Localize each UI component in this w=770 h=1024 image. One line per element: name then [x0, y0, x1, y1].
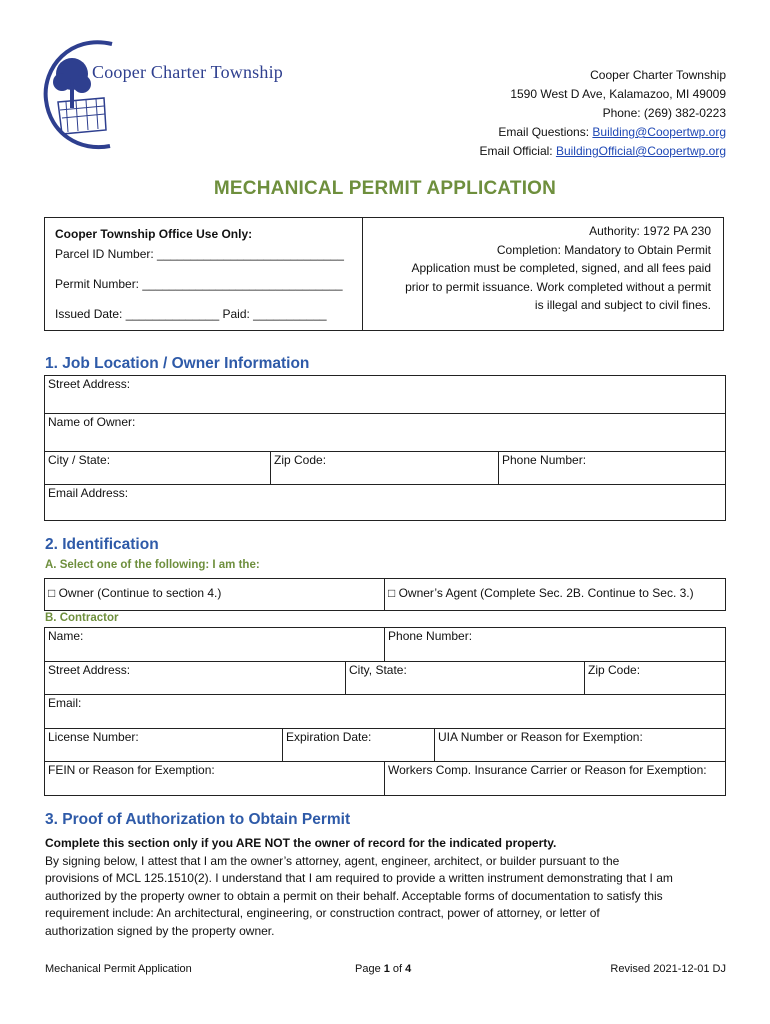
section3-line-5: authorization signed by the property owner. [45, 923, 275, 938]
township-logo [40, 38, 130, 153]
section3-bold-line: Complete this section only if you ARE NOT the owner of record for the indicated property. [45, 836, 557, 850]
contact-email-official [479, 142, 726, 161]
contractor-street[interactable]: Street Address: [45, 662, 346, 695]
section3-line-4: requirement include: An architectural, engineering, or construction contract, power of attorney, or letter of [45, 906, 600, 920]
contact-phone: Phone: (269) 382-0223 [602, 106, 726, 120]
section1-heading: 1. Job Location / Owner Information [45, 355, 310, 372]
contractor-city-state[interactable]: City, State: [346, 662, 585, 695]
agent-option-checkbox[interactable]: □ Owner’s Agent (Complete Sec. 2B. Continue to Sec. 3.) [385, 579, 726, 611]
contractor-phone[interactable]: Phone Number: [385, 628, 726, 662]
section3-line-3: authorized by the property owner to obtain a permit on their behalf. Acceptable forms of documentation to satisfy this [45, 888, 663, 903]
permit-number-field[interactable]: Permit Number: ______________________________ [55, 277, 343, 291]
authority-text: Authority: 1972 PA 230 [589, 224, 711, 238]
section1-table [44, 375, 726, 521]
contractor-name[interactable]: Name: [45, 628, 385, 662]
s1-owner-name[interactable]: Name of Owner: [45, 414, 726, 452]
footer-revised: Revised 2021-12-01 DJ [610, 963, 726, 975]
s1-street-address[interactable]: Street Address: [45, 376, 726, 414]
office-use-heading: Cooper Township Office Use Only: [55, 227, 253, 241]
s1-zip-code[interactable]: Zip Code: [271, 452, 499, 485]
section3-line-2: provisions of MCL 125.1510(2). I understand that I am required to provide a written instrument demonstrating that I am [45, 871, 673, 885]
contact-address: 1590 West D Ave, Kalamazoo, MI 49009 [510, 87, 726, 101]
contact-email-questions [479, 123, 726, 142]
contractor-zip[interactable]: Zip Code: [585, 662, 726, 695]
contractor-expiration[interactable]: Expiration Date: [283, 729, 435, 762]
section2-heading: 2. Identification [45, 536, 159, 553]
page-total: 4 [405, 963, 412, 975]
parcel-id-field[interactable]: Parcel ID Number: ____________________________ [55, 247, 344, 261]
section2a-table [44, 578, 726, 611]
logo-text: Cooper Charter Township [92, 62, 283, 82]
s1-phone-number[interactable]: Phone Number: [499, 452, 726, 485]
owner-option-checkbox[interactable]: □ Owner (Continue to section 4.) [45, 579, 385, 611]
page-of: of [389, 963, 406, 975]
contractor-uia[interactable]: UIA Number or Reason for Exemption: [435, 729, 726, 762]
page-prefix: Page [355, 963, 384, 975]
email-questions-label: Email Questions: [498, 125, 593, 139]
page-title: MECHANICAL PERMIT APPLICATION [213, 178, 557, 199]
note-line-3: is illegal and subject to civil fines. [534, 298, 711, 312]
contractor-license[interactable]: License Number: [45, 729, 283, 762]
contact-org: Cooper Charter Township [590, 68, 726, 82]
contractor-email[interactable]: Email: [45, 695, 726, 729]
authority-notes [361, 222, 711, 315]
section3-heading: 3. Proof of Authorization to Obtain Permit [45, 811, 351, 828]
email-official-label: Email Official: [479, 144, 556, 158]
email-official-link[interactable]: BuildingOfficial@Coopertwp.org [555, 144, 726, 158]
contractor-table [44, 627, 726, 796]
completion-text: Completion: Mandatory to Obtain Permit [496, 242, 711, 257]
contractor-workers-comp[interactable]: Workers Comp. Insurance Carrier or Reason for Exemption: [385, 762, 726, 796]
contact-block [479, 66, 726, 161]
issued-paid-field[interactable]: Issued Date: ______________ Paid: ___________ [55, 307, 327, 321]
footer-page [355, 963, 411, 975]
office-use-box [44, 217, 724, 331]
note-line-1: Application must be completed, signed, and all fees paid [411, 261, 711, 275]
section2-sub-b: B. Contractor [45, 612, 119, 624]
contractor-fein[interactable]: FEIN or Reason for Exemption: [45, 762, 385, 796]
footer-left: Mechanical Permit Application [45, 963, 192, 975]
section2-sub-a: A. Select one of the following: I am the: [45, 559, 260, 571]
s1-email-address[interactable]: Email Address: [45, 485, 726, 521]
note-line-2: prior to permit issuance. Work completed without a permit [405, 279, 711, 294]
email-questions-link[interactable]: Building@Coopertwp.org [592, 125, 726, 139]
section3-body [45, 835, 727, 940]
section3-line-1: By signing below, I attest that I am the owner’s attorney, agent, engineer, architect, or builder pursuant to the [45, 853, 620, 868]
page-number: 1 [383, 963, 390, 975]
s1-city-state[interactable]: City / State: [45, 452, 271, 485]
office-use-fields [55, 224, 344, 324]
